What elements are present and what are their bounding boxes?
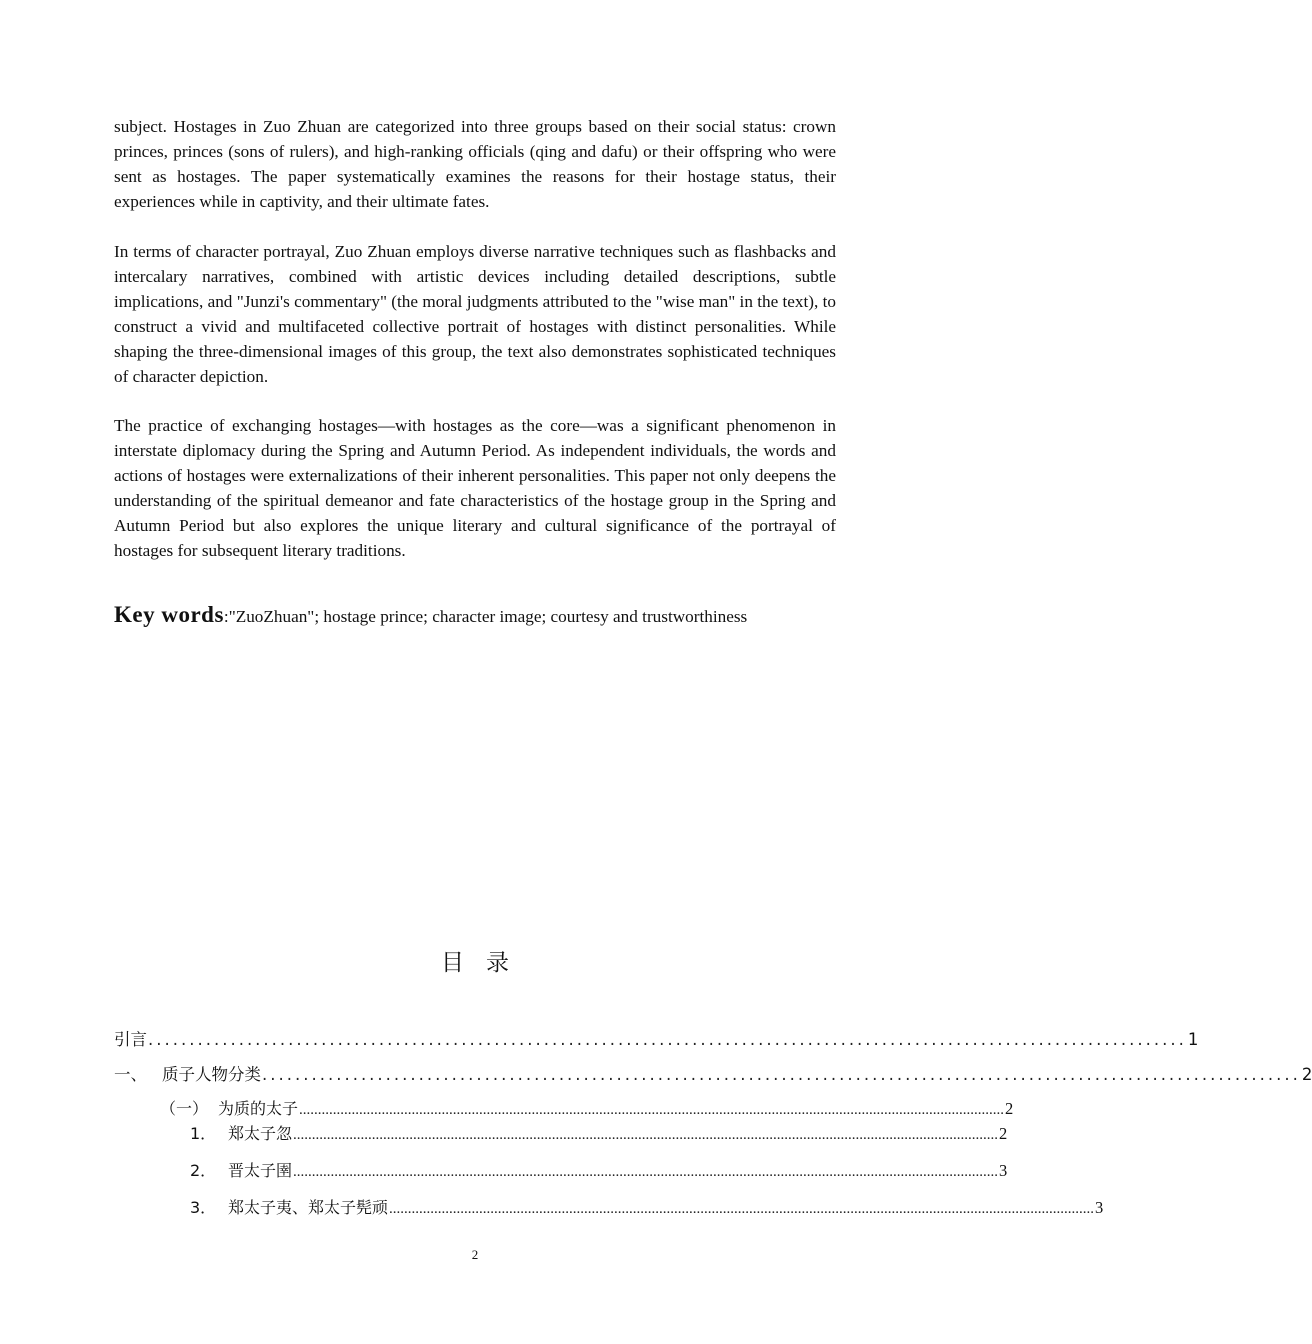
toc-entry-label: 引言 xyxy=(114,1030,147,1049)
paragraph-text: The practice of exchanging hostages—with hostages as the core—was a significant phenomenon in interstate diplomacy during the Spring and Autumn Period. As independent individuals, the words and actions of hostages were externalizations of their inherent personalities. This paper not only deepens the understanding of the spiritual demeanor and fate characteristics of the hostage group in the Spring and Autumn Period but also explores the unique literary and cultural significance of the portrayal of hostages for subsequent literary traditions. xyxy=(114,416,836,560)
toc-entry-label: 为质的太子 xyxy=(218,1099,299,1118)
toc-title: 目录 xyxy=(441,950,531,976)
toc-leader-dots: ............................................................................................................................................................................................ xyxy=(299,1102,1005,1118)
abstract-paragraph xyxy=(114,239,836,389)
toc-entry-label-group xyxy=(190,1158,292,1181)
toc-entry-number: 一、 xyxy=(114,1065,147,1084)
toc-entry[interactable] xyxy=(160,1096,1014,1119)
keywords-label: Key words xyxy=(114,602,224,627)
toc-entry-label: 郑太子夷、郑太子髡顽 xyxy=(228,1198,389,1217)
toc-entry-page: 3 xyxy=(999,1161,1008,1180)
toc-entry[interactable] xyxy=(114,1061,1312,1085)
toc-leader-dots: .............................................................................................................................. xyxy=(262,1065,1301,1084)
toc-leader-dots: .............................................................................................................................. xyxy=(148,1030,1187,1049)
toc-entry-page: 2 xyxy=(1301,1065,1312,1084)
keywords-line xyxy=(114,597,836,634)
toc-entry-page: 2 xyxy=(1005,1099,1014,1118)
keywords-text: :"ZuoZhuan"; hostage prince; character image; courtesy and trustworthiness xyxy=(223,607,748,626)
toc-leader-dots: ............................................................................................................................................................................................ xyxy=(293,1127,999,1143)
toc-entry[interactable] xyxy=(190,1121,1008,1144)
toc-entry-label-group xyxy=(160,1096,298,1119)
toc-entry-page: 2 xyxy=(999,1124,1008,1143)
toc-entry-label: 质子人物分类 xyxy=(162,1065,261,1084)
abstract-paragraph xyxy=(114,413,836,563)
toc-leader-dots: ............................................................................................................................................................................................ xyxy=(293,1164,999,1180)
toc-entry-label: 郑太子忽 xyxy=(228,1124,293,1143)
paragraph-text: subject. Hostages in Zuo Zhuan are categorized into three groups based on their social status: crown princes, princes (sons of rulers), and high-ranking officials (qing and dafu) or their offspring who were sent as hostages. The paper systematically examines the reasons for their hostage status, their experiences while in captivity, and their ultimate fates. xyxy=(114,117,836,211)
page-number: 2 xyxy=(471,1247,479,1262)
toc-leader-dots: ............................................................................................................................................................................................ xyxy=(389,1201,1095,1217)
toc-entry-page: 3 xyxy=(1095,1198,1104,1217)
toc-entry-number: 2． xyxy=(190,1161,217,1180)
toc-entry-number: （一） xyxy=(160,1099,209,1118)
toc-entry-number: 3． xyxy=(190,1198,217,1217)
paragraph-text: In terms of character portrayal, Zuo Zhuan employs diverse narrative techniques such as flashbacks and intercalary narratives, combined with artistic devices including detailed descriptions, subtle implications, and "Junzi's commentary" (the moral judgments attributed to the "wise man" in the text), to construct a vivid and multifaceted collective portrait of hostages with distinct personalities. While shaping the three-dimensional images of this group, the text also demonstrates sophisticated techniques of character depiction. xyxy=(114,242,836,386)
toc-entry-number: 1． xyxy=(190,1124,217,1143)
toc-entry[interactable] xyxy=(114,1026,1199,1050)
abstract-paragraph xyxy=(114,114,836,214)
toc-entry-label-group xyxy=(114,1061,261,1085)
toc-entry-label-group xyxy=(190,1121,292,1144)
toc-entry[interactable] xyxy=(190,1195,1104,1218)
toc-entry-label-group xyxy=(190,1195,388,1218)
toc-entry-label: 晋太子圉 xyxy=(228,1161,293,1180)
toc-entry[interactable] xyxy=(190,1158,1008,1181)
toc-entry-page: 1 xyxy=(1187,1030,1199,1049)
